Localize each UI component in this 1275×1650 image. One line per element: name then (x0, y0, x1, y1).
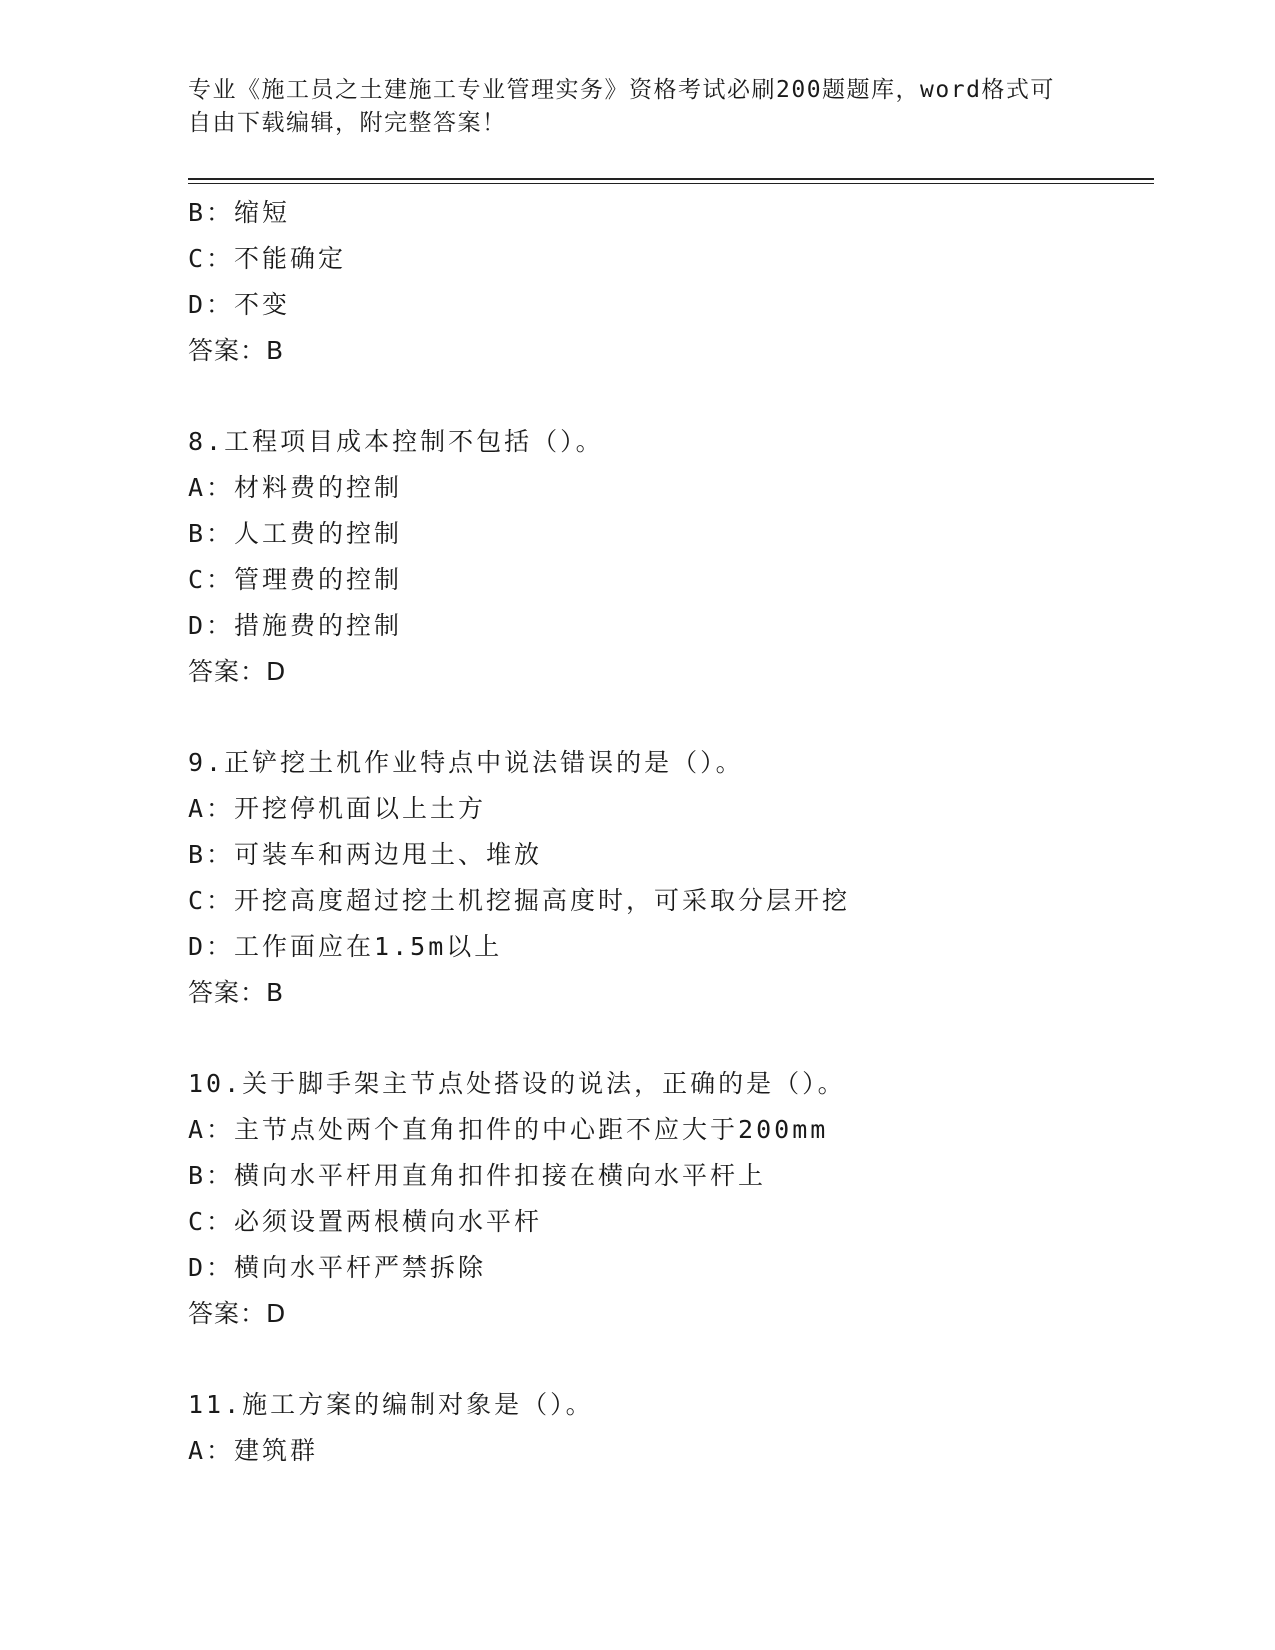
question-stem: 9.正铲挖土机作业特点中说法错误的是（）。 (188, 748, 744, 777)
question-8 (188, 419, 1154, 695)
spacer (188, 374, 1154, 419)
question-7-continued (188, 190, 1154, 374)
question-10 (188, 1061, 1154, 1337)
answer-line: 答案：B (188, 336, 285, 365)
answer-line: 答案：D (188, 1299, 287, 1328)
option-c: C：开挖高度超过挖土机挖掘高度时，可采取分层开挖 (188, 886, 851, 915)
option-b: B：横向水平杆用直角扣件扣接在横向水平杆上 (188, 1161, 767, 1190)
header-divider-thin (188, 183, 1154, 184)
option-b: B：缩短 (188, 198, 291, 227)
option-a: A：建筑群 (188, 1436, 319, 1465)
spacer (188, 1337, 1154, 1382)
option-c: C：管理费的控制 (188, 565, 403, 594)
option-d: D：工作面应在1.5m以上 (188, 932, 503, 961)
option-b: B：人工费的控制 (188, 519, 403, 548)
question-11 (188, 1382, 1154, 1474)
option-a: A：开挖停机面以上土方 (188, 794, 487, 823)
question-stem: 11.施工方案的编制对象是（）。 (188, 1390, 594, 1419)
option-d: D：不变 (188, 290, 291, 319)
question-9 (188, 740, 1154, 1016)
option-c: C：不能确定 (188, 244, 347, 273)
spacer (188, 1016, 1154, 1061)
question-list (188, 190, 1154, 1474)
answer-line: 答案：B (188, 978, 285, 1007)
option-b: B：可装车和两边甩土、堆放 (188, 840, 543, 869)
option-d: D：措施费的控制 (188, 611, 403, 640)
spacer (188, 695, 1154, 740)
header-divider-thick (188, 178, 1154, 180)
header-line-1: 专业《施工员之土建施工专业管理实务》资格考试必刷200题题库，word格式可 (188, 77, 1055, 103)
question-stem: 10.关于脚手架主节点处搭设的说法，正确的是（）。 (188, 1069, 846, 1098)
option-d: D：横向水平杆严禁拆除 (188, 1253, 487, 1282)
option-a: A：主节点处两个直角扣件的中心距不应大于200mm (188, 1115, 829, 1144)
option-c: C：必须设置两根横向水平杆 (188, 1207, 543, 1236)
header-line-2: 自由下载编辑，附完整答案！ (188, 110, 507, 136)
document-header (188, 74, 1068, 140)
option-a: A：材料费的控制 (188, 473, 403, 502)
answer-line: 答案：D (188, 657, 287, 686)
question-stem: 8.工程项目成本控制不包括（）。 (188, 427, 604, 456)
